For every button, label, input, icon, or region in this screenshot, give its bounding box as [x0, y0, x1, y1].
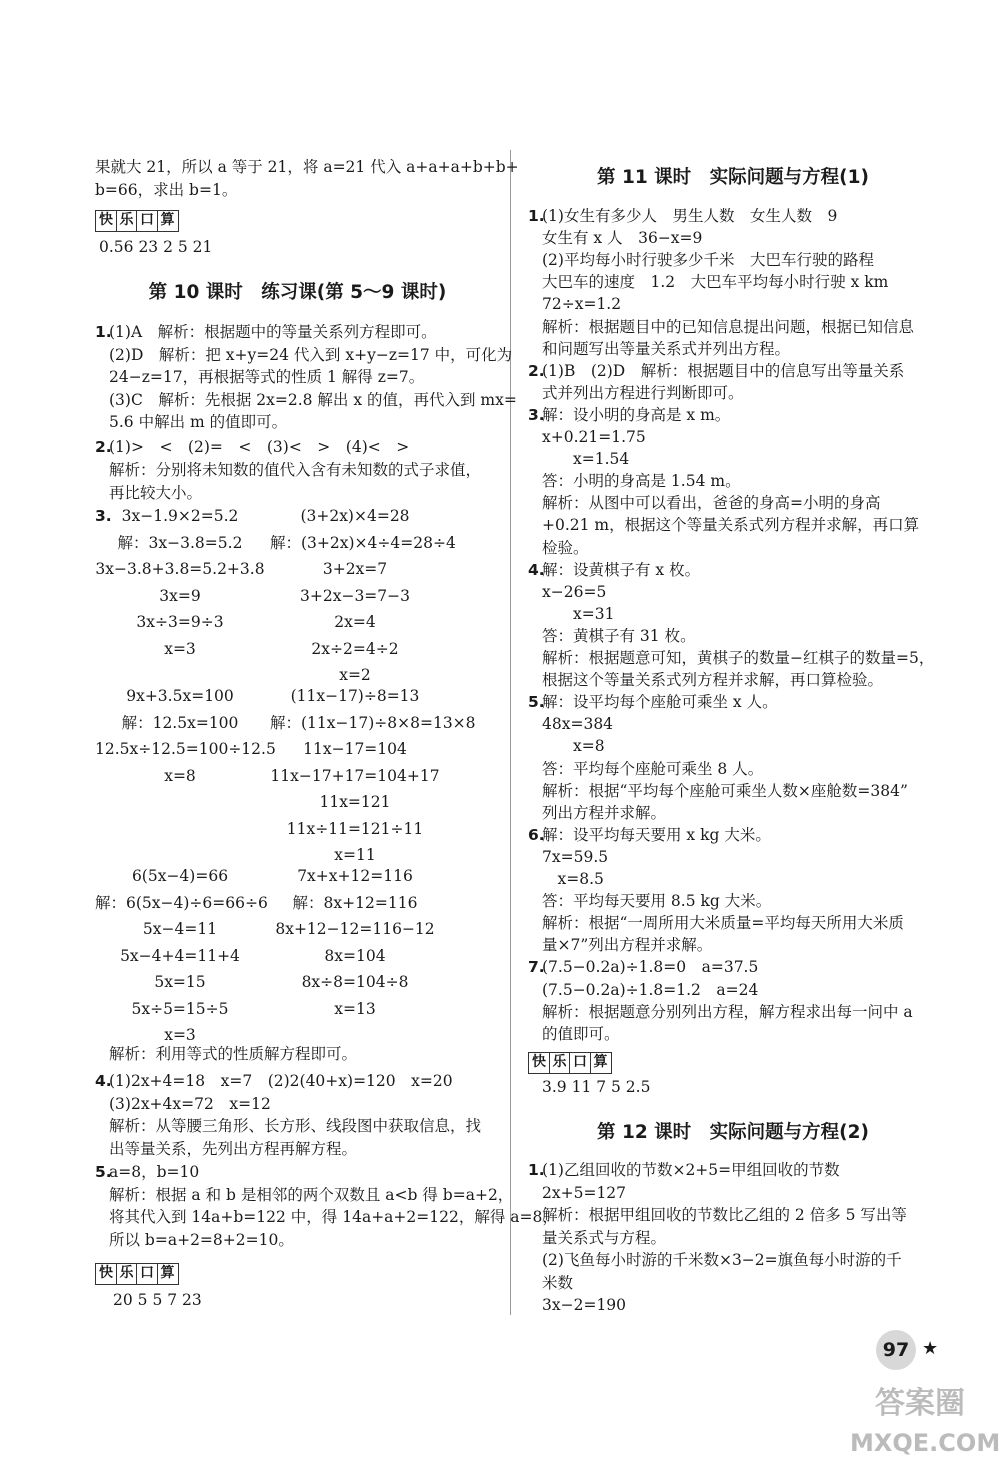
equation-step: x=3 — [164, 639, 196, 658]
rlines-line — [528, 692, 778, 712]
answer-text: 解析：根据题意分别列出方程，解方程求出每一问中 a — [542, 1002, 913, 1021]
rlines-line — [528, 759, 763, 779]
equation-step: 3x=9 — [159, 586, 201, 605]
equation-step: 11x−17+17=104+17 — [270, 766, 440, 785]
kuaile-answers-3: 3.9 11 7 5 2.5 — [542, 1078, 651, 1096]
answer-text: 解：设平均每天要用 x kg 大米。 — [542, 825, 771, 844]
answer-text: 式并列出方程进行判断即可。 — [542, 383, 744, 402]
answer-text: 女生有 x 人 36−x=9 — [542, 229, 703, 248]
answer-text: 再比较大小。 — [109, 484, 203, 502]
rlines-line — [528, 980, 758, 1000]
answer-text: 答：平均每个座舱可乘坐 8 人。 — [542, 759, 764, 778]
answer-text: 答：黄棋子有 31 枚。 — [542, 626, 696, 645]
rlines-line — [528, 935, 712, 955]
equation-step: 解：3x−3.8=5.2 — [117, 533, 243, 552]
rlines2-line — [528, 1183, 626, 1203]
equation-step: 解：8x+12=116 — [292, 893, 418, 912]
watermark-logo: 答案圈 MXQE.COM — [850, 1386, 1000, 1457]
answer-text: (7.5−0.2a)÷1.8=1.2 a=24 — [542, 980, 759, 999]
answer-text: 解析：根据题意可知，黄棋子的数量−红棋子的数量=5， — [542, 649, 935, 667]
equation-step: 解：6(5x−4)÷6=66÷6 — [95, 893, 268, 912]
answer-text: 出等量关系，先列出方程再解方程。 — [109, 1139, 358, 1158]
question-number: 1. — [528, 1161, 545, 1179]
answer-text: 解析：根据甲组回收的节数比乙组的 2 倍多 5 写出等 — [542, 1206, 907, 1224]
equation-step: 8x=104 — [324, 946, 386, 965]
star-icon: ★ — [922, 1338, 939, 1359]
answer-text: 解：设小明的身高是 x m。 — [542, 405, 731, 424]
answer-text: 答：小明的身高是 1.54 m。 — [542, 472, 741, 491]
rlines-line — [528, 272, 888, 292]
kuaile-answers-2: 20 5 5 7 23 — [113, 1291, 202, 1309]
answer-text: 量×7”列出方程并求解。 — [542, 936, 713, 955]
q1-line — [95, 390, 517, 410]
intro-line-2: b=66，求出 b=1。 — [95, 181, 238, 199]
q1-line — [95, 345, 512, 365]
rlines2-line — [528, 1250, 902, 1270]
answer-text: (3)2x+4x=72 x=12 — [109, 1094, 271, 1113]
answer-text: x=31 — [542, 604, 615, 623]
q1-line — [95, 412, 287, 432]
question-number: 7. — [528, 958, 545, 977]
rlines-line — [528, 449, 629, 469]
answer-text: (1)乙组回收的节数×2+5=甲组回收的节数 — [542, 1161, 840, 1179]
q4-line — [95, 1139, 357, 1159]
answer-text: 解析：从图中可以看出，爸爸的身高=小明的身高 — [542, 494, 881, 513]
equation-step: 8x÷8=104÷8 — [301, 973, 409, 991]
question-number: 2. — [95, 438, 112, 456]
answer-text: 大巴车的速度 1.2 大巴车平均每小时行驶 x km — [542, 273, 889, 292]
answer-text: 检验。 — [542, 538, 589, 557]
rlines-line — [528, 250, 874, 270]
answer-text: 解析：分别将未知数的值代入含有未知数的式子求值， — [109, 461, 482, 479]
answer-text: 量关系式与方程。 — [542, 1228, 667, 1247]
answer-text: (2)平均每小时行驶多少千米 大巴车行驶的路程 — [542, 251, 874, 270]
answer-text: (2)飞鱼每小时游的千米数×3−2=旗鱼每小时游的千 — [542, 1251, 902, 1269]
answer-text: 48x=384 — [542, 715, 614, 734]
answer-text: (1)B (2)D 解析：根据题目中的信息写出等量关系 — [542, 361, 905, 380]
answer-text: 24−z=17，再根据等式的性质 1 解得 z=7。 — [109, 368, 425, 386]
answer-text: (2)D 解析：把 x+y=24 代入到 x+y−z=17 中，可化为 — [109, 345, 513, 364]
q4-line — [95, 1071, 453, 1091]
rlines-line — [528, 825, 771, 845]
equation-step: 5x=15 — [154, 973, 206, 991]
q2-line — [95, 437, 409, 457]
equation-step: 2x÷2=4÷2 — [311, 639, 399, 658]
answer-text: (1)> < (2)= < (3)< > (4)< > — [109, 438, 410, 456]
rlines-line — [528, 515, 919, 535]
rlines-line — [528, 781, 908, 801]
equation-step: 8x+12−12=116−12 — [275, 920, 435, 938]
equation-step: 11x=121 — [319, 793, 391, 811]
rlines-line — [528, 317, 914, 337]
kuaile-kousuan-label-1: 快 乐 口 算 — [95, 210, 177, 232]
answer-text: 列出方程并求解。 — [542, 803, 667, 822]
question-number: 1. — [528, 207, 545, 225]
answer-text: 3x−2=190 — [542, 1296, 627, 1314]
rlines-line — [528, 471, 741, 491]
kuaile-kousuan-label-2: 快 乐 口 算 — [95, 1263, 177, 1285]
answer-text: x+0.21=1.75 — [542, 428, 646, 446]
rlines-line — [528, 891, 771, 911]
rlines-line — [528, 383, 744, 403]
rlines-line — [528, 869, 604, 889]
question-3-analysis: 解析：利用等式的性质解方程即可。 — [109, 1045, 358, 1063]
equation-step: 解：12.5x=100 — [121, 713, 239, 732]
answer-text: 米数 — [542, 1273, 574, 1292]
answer-text: 的值即可。 — [542, 1024, 620, 1043]
answer-text: 解析：根据题目中的已知信息提出问题，根据已知信息 — [542, 317, 915, 336]
intro-line-1: 果就大 21，所以 a 等于 21，将 a=21 代入 a+a+a+b+b+ — [95, 158, 519, 176]
kuaile-answers-1: 0.56 23 2 5 21 — [99, 238, 213, 256]
answer-text: 解：设平均每个座舱可乘坐 x 人。 — [542, 693, 778, 712]
rlines2-line — [528, 1160, 840, 1180]
answer-text: 将其代入到 14a+b=122 中，得 14a+a+2=122，解得 a=8， — [109, 1208, 558, 1226]
rlines-line — [528, 560, 700, 580]
equation-step: 解：(3+2x)×4÷4=28÷4 — [270, 533, 456, 552]
rlines-line — [528, 736, 605, 756]
answer-text: (1)A 解析：根据题中的等量关系列方程即可。 — [109, 323, 437, 341]
equation-step: 解：(11x−17)÷8×8=13×8 — [270, 713, 476, 732]
equation-step: 3x−3.8+3.8=5.2+3.8 — [95, 560, 265, 578]
equation-step: (3+2x)×4=28 — [300, 507, 410, 525]
equation-step: x=13 — [334, 999, 376, 1018]
rlines-line — [528, 714, 613, 734]
lesson-10-title: 第 10 课时 练习课(第 5～9 课时) — [148, 282, 447, 303]
answer-text: x=8 — [542, 737, 605, 756]
question-number: 5. — [528, 693, 545, 712]
q4-line — [95, 1116, 481, 1136]
lesson-12-title: 第 12 课时 实际问题与方程(2) — [597, 1122, 869, 1143]
q2-line — [95, 483, 202, 503]
equation-step: 5x÷5=15÷5 — [131, 999, 229, 1018]
equation-step: (11x−17)÷8=13 — [290, 687, 420, 705]
question-number: 1. — [95, 323, 112, 341]
answer-text: 解析：根据 a 和 b 是相邻的两个双数且 a<b 得 b=a+2， — [109, 1185, 514, 1204]
equation-step: 12.5x÷12.5=100÷12.5 — [95, 740, 276, 758]
question-3-number: 3. — [95, 507, 112, 525]
answer-text: a=8，b=10 — [109, 1163, 200, 1181]
equation-step: 5x−4=11 — [142, 920, 218, 938]
equation-step: x=11 — [334, 846, 376, 864]
answer-text: 5.6 中解出 m 的值即可。 — [109, 413, 288, 431]
equation-step: 7x+x+12=116 — [297, 867, 413, 885]
rlines-line — [528, 206, 837, 226]
rlines2-line — [528, 1205, 907, 1225]
rlines-line — [528, 626, 696, 646]
rlines-line — [528, 405, 730, 425]
answer-text: 解：设黄棋子有 x 枚。 — [542, 560, 701, 579]
equation-step: x=3 — [164, 1026, 196, 1044]
equation-step: 3+2x=7 — [322, 560, 388, 578]
question-number: 4. — [95, 1072, 112, 1090]
q5-line — [95, 1207, 558, 1227]
lesson-11-title: 第 11 课时 实际问题与方程(1) — [597, 167, 869, 188]
answer-text: 解析：从等腰三角形、长方形、线段图中获取信息，找 — [109, 1117, 482, 1135]
answer-text: 所以 b=a+2=8+2=10。 — [109, 1230, 294, 1249]
q5-line — [95, 1230, 294, 1250]
answer-text: (1)女生有多少人 男生人数 女生人数 9 — [542, 207, 838, 225]
answer-text: x=8.5 — [542, 870, 604, 888]
answer-text: 2x+5=127 — [542, 1183, 627, 1202]
rlines-line — [528, 228, 702, 248]
equation-step: 6(5x−4)=66 — [131, 867, 229, 885]
answer-text: x=1.54 — [542, 450, 630, 469]
rlines-line — [528, 604, 614, 624]
rlines2-line — [528, 1273, 573, 1293]
rlines-line — [528, 847, 608, 867]
rlines2-line — [528, 1228, 666, 1248]
equation-step: 9x+3.5x=100 — [126, 687, 234, 705]
rlines2-line — [528, 1295, 626, 1315]
equation-step: x=2 — [339, 666, 371, 684]
answer-text: 和问题写出等量关系式并列出方程。 — [542, 339, 791, 358]
answer-text: (1)2x+4=18 x=7 (2)2(40+x)=120 x=20 — [109, 1072, 453, 1090]
rlines-line — [528, 294, 621, 314]
rlines-line — [528, 361, 904, 381]
answer-text: x−26=5 — [542, 582, 607, 601]
q2-line — [95, 460, 481, 480]
answer-text: 答：平均每天要用 8.5 kg 大米。 — [542, 892, 772, 911]
rlines-line — [528, 913, 904, 933]
q5-line — [95, 1162, 199, 1182]
rlines-line — [528, 538, 589, 558]
page-number: 97 — [876, 1330, 916, 1370]
question-number: 3. — [528, 405, 545, 424]
equation-step: 3x÷3=9÷3 — [136, 613, 224, 631]
rlines-line — [528, 339, 790, 359]
answer-text: +0.21 m，根据这个等量关系式列方程并求解，再口算 — [542, 516, 920, 535]
q1-line — [95, 367, 424, 387]
answer-text: (3)C 解析：先根据 2x=2.8 解出 x 的值，再代入到 mx= — [109, 390, 517, 409]
equation-step: 5x−4+4=11+4 — [120, 946, 240, 965]
rlines-line — [528, 582, 606, 602]
q1-line — [95, 322, 437, 342]
kuaile-kousuan-label-3: 快 乐 口 算 — [528, 1052, 610, 1074]
answer-text: 根据这个等量关系式列方程并求解，再口算检验。 — [542, 671, 884, 690]
rlines-line — [528, 427, 646, 447]
rlines-line — [528, 957, 758, 977]
answer-text: 72÷x=1.2 — [542, 295, 622, 314]
answer-text: 7x=59.5 — [542, 847, 609, 866]
question-number: 5. — [95, 1163, 112, 1181]
question-number: 6. — [528, 825, 545, 844]
rlines-line — [528, 648, 934, 668]
answer-text: 解析：根据“平均每个座舱可乘坐人数×座舱数=384” — [542, 781, 908, 800]
rlines-line — [528, 670, 883, 690]
rlines-line — [528, 1024, 620, 1044]
equation-step: 3x−1.9×2=5.2 — [121, 507, 239, 525]
question-number: 4. — [528, 560, 545, 579]
rlines-line — [528, 1002, 913, 1022]
equation-step: 2x=4 — [334, 613, 376, 631]
rlines-line — [528, 803, 666, 823]
equation-step: 11x÷11=121÷11 — [286, 819, 424, 838]
answer-text: 解析：根据“一周所用大米质量=平均每天所用大米质 — [542, 914, 904, 933]
question-number: 2. — [528, 361, 545, 380]
equation-step: 3+2x−3=7−3 — [300, 586, 410, 605]
answer-text: (7.5−0.2a)÷1.8=0 a=37.5 — [542, 958, 759, 977]
equation-step: x=8 — [164, 766, 196, 785]
column-divider — [510, 150, 511, 1315]
rlines-line — [528, 493, 881, 513]
q5-line — [95, 1185, 513, 1205]
equation-step: 11x−17=104 — [303, 740, 407, 758]
q4-line — [95, 1094, 271, 1114]
